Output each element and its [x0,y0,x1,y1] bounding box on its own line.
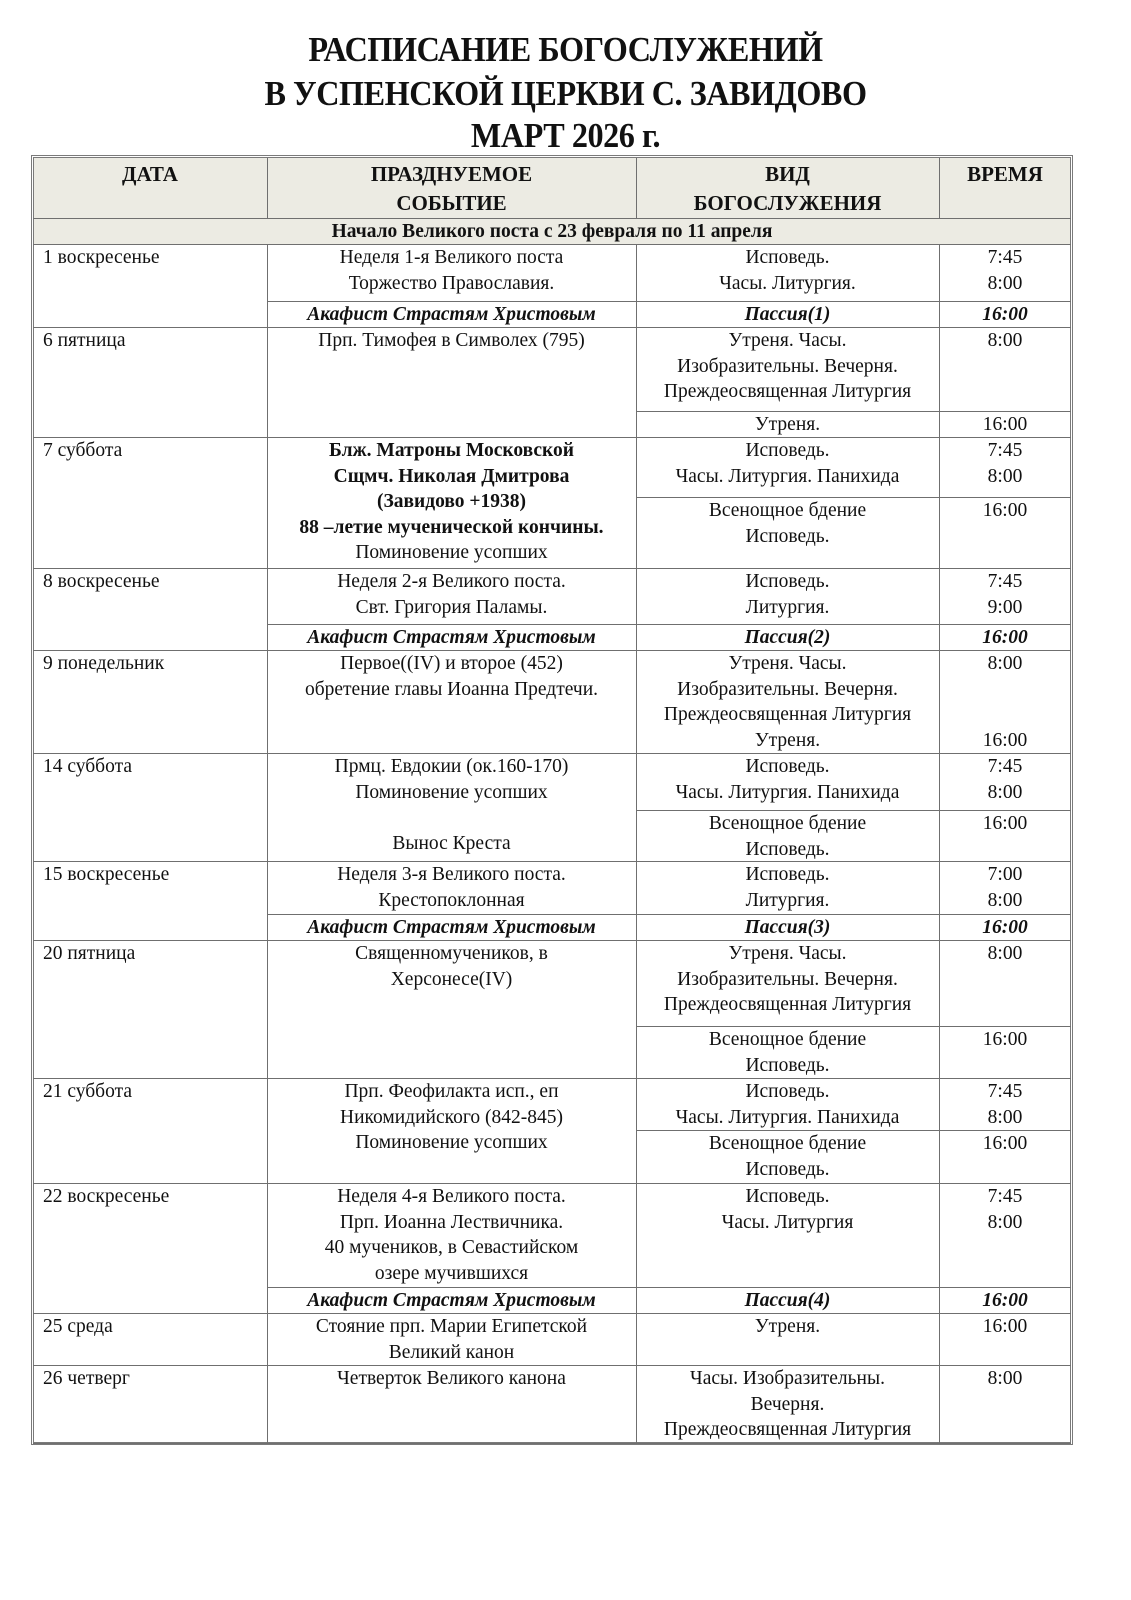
service-type-cell-line: Утреня. Часы. [728,653,847,674]
service-type-cell-line: Всенощное бдение [708,500,867,521]
event-cell-line: Поминовение усопших [355,1132,548,1153]
time-cell-line [939,702,1071,728]
date-cell: 15 воскресенье [43,864,170,885]
divider [33,218,1071,219]
divider [267,1365,268,1443]
service-type-cell [636,328,939,405]
service-type-cell [636,1131,939,1182]
event-cell-line: Неделя 1-я Великого поста [339,247,564,268]
time-cell-line: 8:00 [987,272,1023,294]
service-type-cell-line: Утреня. [754,414,821,435]
header-date-text: ДАТА [122,162,178,186]
time-cell-line: 16:00 [982,500,1028,521]
time-cell [939,862,1071,913]
header-time-text: ВРЕМЯ [967,162,1043,186]
service-type-cell-line: Литургия. [745,889,830,911]
time-cell [939,1366,1071,1392]
divider [636,1365,637,1443]
event-cell-line: Стояние прп. Марии Египетской [315,1316,588,1337]
time-cell [939,569,1071,620]
date-cell: 1 воскресенье [43,247,160,268]
time-cell [939,328,1071,354]
event-cell [267,1184,636,1286]
service-type-cell-line: Изобразительны. Вечерня. [677,968,898,990]
event-cell-line: Священномучеников, в [355,943,548,964]
event-cell-line: Неделя 4-я Великого поста. [337,1186,566,1207]
header-event-text: СОБЫТИЕ [396,191,507,215]
event-cell-line: Крестопоклонная [378,889,525,911]
event-cell-line: обретение главы Иоанна Предтечи. [304,678,599,700]
divider [636,437,637,568]
date-cell: 21 суббота [43,1081,133,1102]
divider [267,1313,268,1365]
event-cell-line: Прп. Тимофея в Символех (795) [318,330,585,351]
time-cell-line: 16:00 [982,1133,1028,1154]
event-cell-line: Прп. Иоанна Лествичника. [339,1211,564,1233]
time-cell-line: 8:00 [987,330,1023,351]
time-cell-line: 9:00 [987,596,1023,618]
service-type-cell [636,412,939,438]
event-cell [267,862,636,913]
service-type-cell [636,498,939,549]
event-cell-line: Неделя 3-я Великого поста. [337,864,566,885]
service-type-cell-line: Исповедь. [745,247,830,268]
time-cell-line: 8:00 [987,889,1023,911]
divider [267,650,268,753]
date-cell: 20 пятница [43,943,136,964]
event-cell [267,245,636,296]
time-cell-line: 7:45 [987,1081,1023,1102]
event-cell [267,1314,636,1365]
document-title-line-1: РАСПИСАНИЕ БОГОСЛУЖЕНИЙ [308,30,823,69]
divider [636,650,637,753]
date-cell: 26 четверг [43,1368,130,1389]
service-type-cell [636,1366,939,1443]
event-cell-line: Вынос Креста [392,832,511,854]
service-type-cell-line: Литургия. [745,596,830,618]
akathist-time-cell: 16:00 [982,627,1028,648]
event-cell-line: Первое((IV) и второе (452) [340,653,563,674]
time-cell [939,754,1071,805]
service-type-cell [636,1027,939,1078]
event-cell [267,569,636,620]
service-type-cell-line: Часы. Литургия [721,1211,854,1233]
divider [636,861,637,940]
event-cell [267,328,636,354]
service-type-cell-line: Изобразительны. Вечерня. [677,678,898,700]
divider [636,940,637,1078]
event-cell-bold [267,438,636,540]
service-type-cell [636,941,939,1018]
service-type-cell-line: Исповедь. [745,440,830,461]
event-cell [267,754,636,856]
service-type-cell-line: Преждеосвященная Литургия [663,1419,912,1440]
event-cell-bold-line: Блж. Матроны Московской [328,440,575,461]
service-type-cell-line: Преждеосвященная Литургия [663,994,912,1015]
service-type-cell [636,569,939,620]
divider [939,568,940,650]
date-cell: 25 среда [43,1316,113,1337]
divider [267,158,268,218]
service-type-cell-line: Исповедь. [745,525,830,547]
service-type-cell-line: Исповедь. [745,756,830,777]
akathist-event-cell: Акафист Страстям Христовым [307,627,596,648]
row-divider [33,1443,1071,1444]
divider [267,437,268,568]
divider [267,753,268,861]
service-type-cell-line: Часы. Литургия. Панихида [675,465,900,487]
akathist-event-cell: Акафист Страстям Христовым [307,917,596,938]
service-type-cell [636,438,939,489]
time-cell-line: 8:00 [987,653,1023,674]
akathist-time-cell: 16:00 [982,1290,1028,1311]
time-cell-line: 8:00 [987,1106,1023,1128]
akathist-time-cell: 16:00 [982,917,1028,938]
divider [636,753,637,861]
service-type-cell-line: Изобразительны. Вечерня. [677,355,898,377]
event-cell-line: Поминовение усопших [355,781,548,803]
time-cell [939,941,1071,967]
service-type-cell-line: Исповедь. [745,864,830,885]
event-cell-line: Херсонесе(IV) [390,968,513,990]
time-cell [939,811,1071,837]
event-cell [267,1079,636,1156]
header-service-type [636,160,939,218]
service-type-cell [636,1184,939,1235]
divider [939,1078,940,1183]
service-type-cell-line: Часы. Литургия. [719,272,856,294]
service-type-cell-line: Часы. Литургия. Панихида [675,1106,900,1128]
date-cell: 6 пятница [43,330,126,351]
divider [636,1078,637,1183]
divider [939,158,940,218]
event-cell-line: Прп. Феофилакта исп., еп [344,1081,559,1102]
date-cell: 14 суббота [43,756,133,777]
divider [267,327,268,437]
time-cell [939,1079,1071,1130]
service-type-cell-line: Преждеосвященная Литургия [663,381,912,402]
event-cell-line: Никомидийского (842-845) [340,1106,563,1128]
service-type-cell-line: Утреня. Часы. [728,943,847,964]
divider [636,1026,1071,1027]
divider [267,861,268,940]
time-cell-line: 7:45 [987,756,1023,777]
time-cell-line: 7:45 [987,247,1023,268]
divider [939,437,940,568]
time-cell-line: 16:00 [982,729,1028,751]
service-type-cell-line: Всенощное бдение [708,1133,867,1154]
divider [939,1313,940,1365]
date-cell: 8 воскресенье [43,571,160,592]
header-service-type-text: ВИД [765,162,810,186]
service-type-cell-line: Утреня. Часы. [728,330,847,351]
service-type-cell [636,1079,939,1130]
time-cell-line: 8:00 [987,943,1023,964]
event-cell-line [267,805,636,831]
divider [636,568,637,650]
service-type-cell [636,651,939,753]
service-type-cell [636,754,939,805]
time-cell-line: 8:00 [987,1368,1023,1389]
header-event-text: ПРАЗДНУЕМОЕ [370,162,533,186]
time-cell-line: 7:45 [987,571,1023,592]
event-cell [267,651,636,702]
divider [939,861,940,940]
time-cell [939,1314,1071,1340]
date-cell: 9 понедельник [43,653,165,674]
event-cell-line: Великий канон [388,1341,515,1363]
event-cell-bold-line: (Завидово +1938) [376,491,527,512]
service-type-cell-line: Всенощное бдение [708,813,867,834]
divider [267,568,268,650]
divider [939,244,940,327]
service-type-cell-line: Часы. Изобразительны. [690,1368,885,1389]
service-type-cell-line: Исповедь. [745,1054,830,1076]
event-cell [267,540,636,566]
service-type-cell-line: Исповедь. [745,838,830,860]
event-cell-bold-line: Сщмч. Николая Дмитрова [333,465,570,487]
time-cell-line: 7:00 [987,864,1023,885]
event-cell-bold-line: 88 –летие мученической кончины. [299,516,604,538]
divider [636,810,1071,811]
time-cell [939,1184,1071,1235]
service-type-cell-line: Исповедь. [745,1158,830,1180]
akathist-event-cell: Акафист Страстям Христовым [307,304,596,325]
divider [939,327,940,437]
time-cell-line: 16:00 [982,414,1028,435]
service-type-cell-line: Исповедь. [745,1081,830,1102]
event-cell-line: Торжество Православия. [348,272,555,294]
header-time [939,160,1071,189]
service-type-cell-line: Исповедь. [745,1186,830,1207]
divider [939,1365,940,1443]
service-type-cell-line: Часы. Литургия. Панихида [675,781,900,803]
date-cell: 22 воскресенье [43,1186,170,1207]
divider [939,753,940,861]
service-type-cell-line: Всенощное бдение [708,1029,867,1050]
event-cell-line: 40 мучеников, в Севастийском [324,1237,579,1258]
header-service-type-text: БОГОСЛУЖЕНИЯ [693,191,882,215]
lent-banner: Начало Великого поста с 23 февраля по 11 апреля [331,221,773,242]
divider [636,158,637,218]
event-cell-line: Прмц. Евдокии (ок.160-170) [334,756,569,777]
time-cell-line: 16:00 [982,1029,1028,1050]
event-cell [267,1366,636,1392]
time-cell-line: 8:00 [987,465,1023,487]
akathist-service-cell: Пассия(3) [744,917,831,938]
service-type-cell [636,862,939,913]
time-cell [939,498,1071,524]
event-cell-line: Свт. Григория Паламы. [355,596,548,618]
divider [939,1183,940,1313]
divider [636,327,637,437]
divider [636,1183,637,1313]
service-type-cell-line: Преждеосвященная Литургия [663,704,912,725]
service-type-cell-line: Утреня. [754,729,821,751]
akathist-event-cell: Акафист Страстям Христовым [307,1290,596,1311]
header-date [33,160,267,189]
divider [939,940,940,1078]
time-cell [939,438,1071,489]
time-cell [939,412,1071,438]
time-cell [939,651,1071,753]
akathist-service-cell: Пассия(1) [744,304,831,325]
time-cell-line: 7:45 [987,440,1023,461]
divider [939,650,940,753]
service-type-cell [636,811,939,862]
akathist-time-cell: 16:00 [982,304,1028,325]
event-cell-line: Неделя 2-я Великого поста. [337,571,566,592]
divider [636,244,637,327]
time-cell-line: 8:00 [987,1211,1023,1233]
event-cell-line: Четверток Великого канона [337,1368,566,1389]
divider [267,244,268,327]
akathist-service-cell: Пассия(4) [744,1290,831,1311]
time-cell-line: 8:00 [987,781,1023,803]
header-event [267,160,636,218]
time-cell [939,245,1071,296]
event-cell-line: Поминовение усопших [355,542,548,563]
divider [267,1078,268,1183]
divider [636,1313,637,1365]
divider [267,940,268,1078]
service-type-cell [636,1314,939,1340]
event-cell [267,941,636,992]
akathist-service-cell: Пассия(2) [744,627,831,648]
event-cell-line: озере мучившихся [374,1262,529,1284]
time-cell-line [939,677,1071,703]
time-cell-line: 16:00 [982,813,1028,834]
service-type-cell [636,245,939,296]
time-cell-line: 7:45 [987,1186,1023,1207]
document-title-month: МАРТ 2026 г. [470,116,661,155]
service-type-cell-line: Исповедь. [745,571,830,592]
date-cell: 7 суббота [43,440,123,461]
divider [636,1130,1071,1131]
time-cell [939,1131,1071,1157]
time-cell [939,1027,1071,1053]
service-type-cell-line: Утреня. [754,1316,821,1337]
divider [267,1183,268,1313]
divider [636,497,1071,498]
service-type-cell-line: Вечерня. [750,1393,825,1415]
divider [636,411,1071,412]
time-cell-line: 16:00 [982,1316,1028,1337]
document-title-line-2: В УСПЕНСКОЙ ЦЕРКВИ С. ЗАВИДОВО [264,74,867,113]
